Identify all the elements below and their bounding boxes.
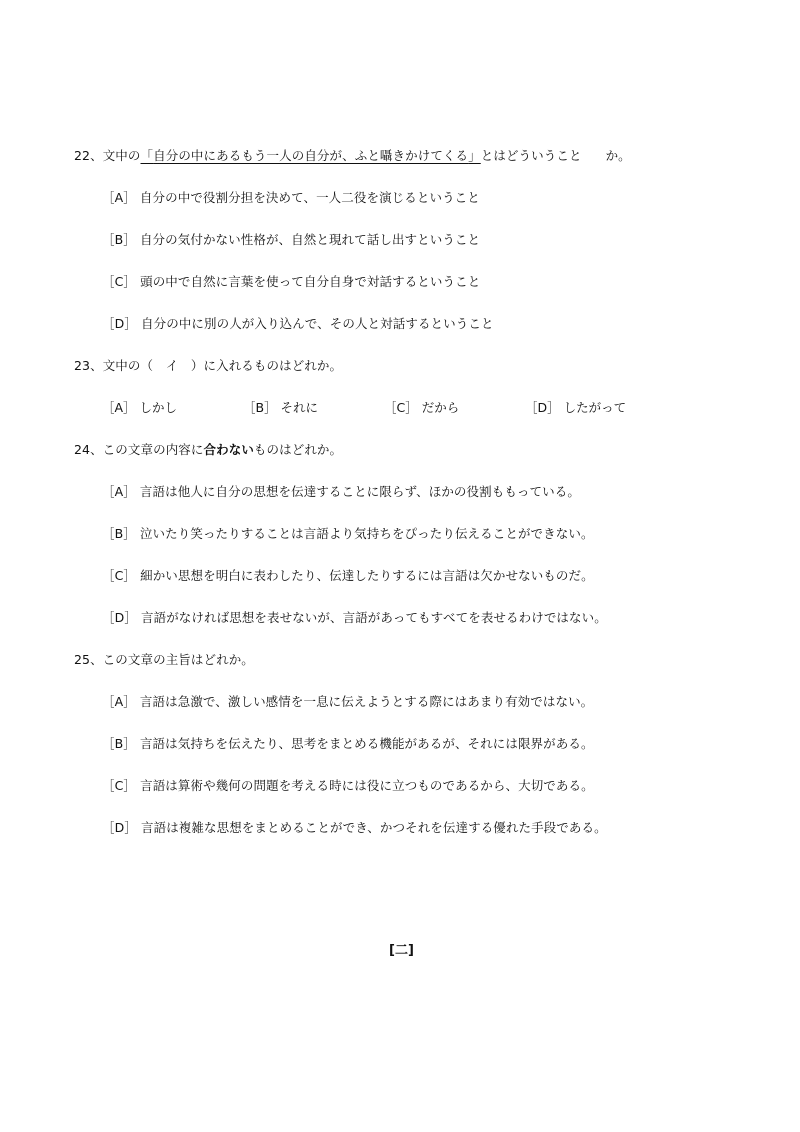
q22-option-d: ［D］ 自分の中に別の人が入り込んで、その人と対話するということ bbox=[102, 316, 494, 331]
q23-option-a: ［A］ しかし bbox=[102, 400, 178, 415]
section-mark: [二] bbox=[389, 943, 414, 958]
q23-option-c: ［C］ だから bbox=[384, 400, 460, 415]
q25-option-b: ［B］ 言語は気持ちを伝えたり、思考をまとめる機能があるが、それには限界がある。 bbox=[102, 736, 594, 751]
q25-option-d: ［D］ 言語は複雑な思想をまとめることができ、かつそれを伝達する優れた手段である。 bbox=[102, 820, 607, 835]
q25-option-c: ［C］ 言語は算術や幾何の問題を考える時には役に立つものであるから、大切である。 bbox=[102, 778, 594, 793]
q25-option-a: ［A］ 言語は急激で、激しい感情を一息に伝えようとする際にはあまり有効ではない。 bbox=[102, 694, 594, 709]
q22-option-b: ［B］ 自分の気付かない性格が、自然と現れて話し出すということ bbox=[102, 232, 481, 247]
q23-option-d: ［D］ したがって bbox=[525, 400, 627, 415]
question-24 bbox=[74, 441, 342, 459]
q23-option-b: ［B］ それに bbox=[243, 400, 319, 415]
question-24-suffix: ものはどれか。 bbox=[253, 442, 343, 457]
question-22 bbox=[74, 147, 631, 165]
question-22-quote-close: 」 bbox=[468, 148, 481, 163]
question-22-prefix: 22、文中の bbox=[74, 148, 141, 163]
q22-option-a: ［A］ 自分の中で役割分担を決めて、一人二役を演じるということ bbox=[102, 190, 480, 205]
q24-option-b: ［B］ 泣いたり笑ったりすることは言語より気持ちをぴったり伝えることができない。 bbox=[102, 526, 594, 541]
q24-option-c: ［C］ 細かい思想を明白に表わしたり、伝達したりするには言語は欠かせないものだ。 bbox=[102, 568, 594, 583]
q24-option-d: ［D］ 言語がなければ思想を表せないが、言語があってもすべてを表せるわけではない。 bbox=[102, 610, 607, 625]
q22-option-c: ［C］ 頭の中で自然に言葉を使って自分自身で対話するということ bbox=[102, 274, 481, 289]
question-25: 25、この文章の主旨はどれか。 bbox=[74, 652, 254, 667]
q24-option-a: ［A］ 言語は他人に自分の思想を伝達することに限らず、ほかの役割ももっている。 bbox=[102, 484, 580, 499]
question-22-suffix: とはどういうこと bbox=[480, 148, 582, 163]
question-24-emphasis: 合わない bbox=[203, 442, 254, 457]
question-23: 23、文中の（ イ ）に入れるものはどれか。 bbox=[74, 358, 343, 373]
question-22-quoted-phrase: 自分の中にあるもう一人の自分が、ふと囁きかけてくる bbox=[153, 148, 469, 163]
question-24-prefix: 24、この文章の内容に bbox=[74, 442, 204, 457]
question-22-quote-open: 「 bbox=[140, 148, 154, 163]
question-22-tail: か。 bbox=[605, 148, 631, 163]
